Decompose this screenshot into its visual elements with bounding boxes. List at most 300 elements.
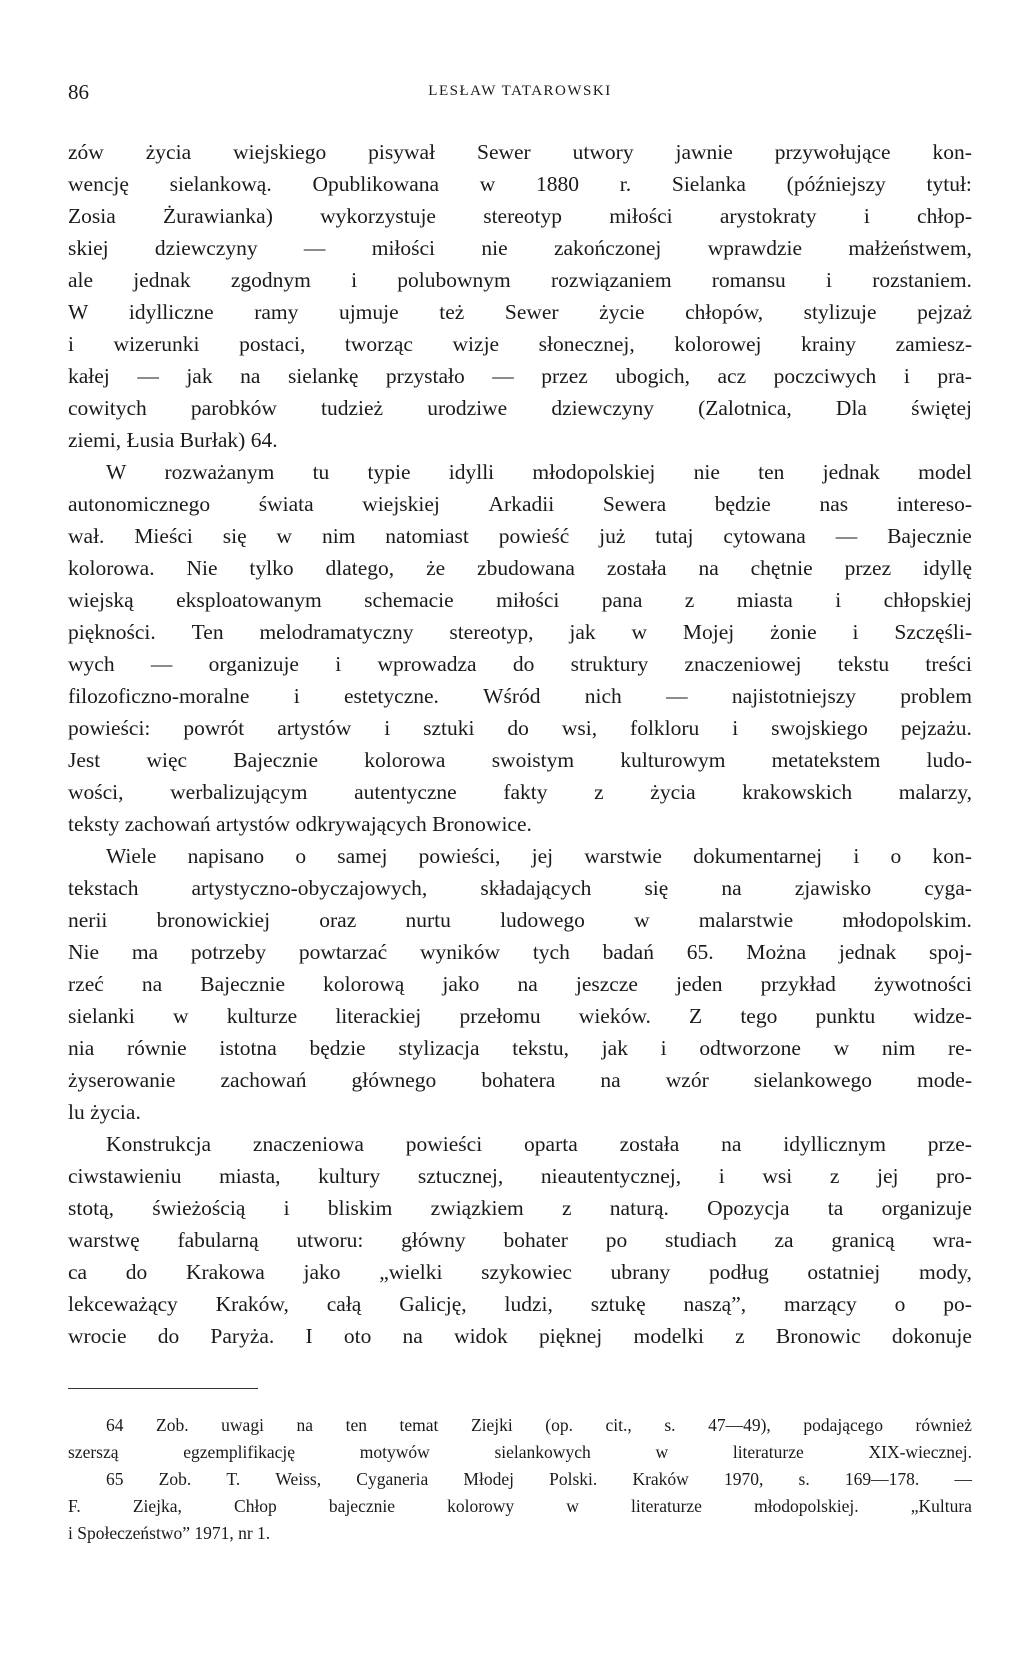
- word: badań: [602, 940, 654, 964]
- word: zbudowana: [477, 556, 575, 580]
- word: literaturze: [631, 1496, 702, 1516]
- word: kulturowym: [620, 748, 726, 772]
- word: jak: [186, 364, 213, 388]
- word: Ten: [191, 620, 224, 644]
- word: Galicję,: [399, 1292, 467, 1316]
- word: pana: [601, 588, 643, 612]
- word: Mieści: [134, 524, 193, 548]
- word: fakty: [503, 780, 548, 804]
- word: w: [655, 1442, 669, 1462]
- word: z: [735, 1324, 745, 1348]
- text-line: [68, 936, 972, 968]
- word: podającego: [803, 1415, 883, 1435]
- word: ludowego: [500, 908, 585, 932]
- text-line: [68, 680, 972, 712]
- word: 47—49),: [708, 1415, 771, 1435]
- word: ubrany: [610, 1260, 671, 1284]
- text-line: [68, 1128, 972, 1160]
- word: malarzy,: [898, 780, 972, 804]
- text-line: [68, 552, 972, 584]
- word: nieautentycznej,: [540, 1164, 682, 1188]
- text-line: [68, 360, 972, 392]
- word: skiej: [68, 236, 109, 260]
- word: i: [852, 620, 859, 644]
- text-line: [68, 168, 972, 200]
- word: składających: [480, 876, 592, 900]
- word: wprawdzie: [707, 236, 803, 260]
- word: szykowiec: [481, 1260, 572, 1284]
- word: kulturze: [226, 1004, 298, 1028]
- word: na: [721, 876, 742, 900]
- word: w: [173, 1004, 189, 1028]
- word: młodopolskiej.: [754, 1496, 859, 1516]
- word: Można: [746, 940, 807, 964]
- word: główny: [401, 1228, 466, 1252]
- word: Żurawianka): [163, 204, 273, 228]
- word: dokonuje: [891, 1324, 972, 1348]
- word: tekstach: [68, 876, 139, 900]
- word: idylli: [448, 460, 495, 484]
- word: i: [826, 268, 833, 292]
- word: —: [150, 652, 173, 676]
- word: acz: [717, 364, 747, 388]
- word: Ziejki: [470, 1415, 513, 1435]
- word: autentyczne: [354, 780, 457, 804]
- word: I: [305, 1324, 313, 1348]
- word: wych: [68, 652, 115, 676]
- word: bohater: [503, 1228, 568, 1252]
- word: zachowań: [220, 1068, 307, 1092]
- word: studiach: [665, 1228, 737, 1252]
- word: jej: [877, 1164, 899, 1188]
- text-line: [68, 328, 972, 360]
- word: i: [835, 588, 842, 612]
- word: Szczęśli-: [894, 620, 972, 644]
- word: werbalizującym: [170, 780, 308, 804]
- word: z: [684, 588, 695, 612]
- word: zakończonej: [553, 236, 662, 260]
- word: nas: [819, 492, 849, 516]
- word: —: [666, 684, 688, 708]
- footnote-line: [68, 1466, 972, 1493]
- word: i: [68, 332, 74, 356]
- word: mode-: [917, 1068, 972, 1092]
- word: życia: [145, 140, 192, 164]
- text-line: [68, 584, 972, 616]
- word: organizuje: [208, 652, 299, 676]
- word: pisywał: [368, 140, 436, 164]
- word: do: [507, 716, 529, 740]
- word: Sewer: [504, 300, 559, 324]
- word: W: [106, 460, 127, 484]
- word: do: [512, 652, 535, 676]
- word: tytuł:: [926, 172, 972, 196]
- word: wzór: [665, 1068, 709, 1092]
- word: Nie: [186, 556, 218, 580]
- word: ludo-: [926, 748, 972, 772]
- word: Opublikowana: [312, 172, 440, 196]
- word: wra-: [932, 1228, 972, 1252]
- word: Sielanka: [671, 172, 746, 196]
- footnote-line: [68, 1439, 972, 1466]
- word: Cyganeria: [356, 1469, 429, 1489]
- word: przystało: [385, 364, 465, 388]
- word: w: [276, 524, 293, 548]
- word: o: [894, 1292, 906, 1316]
- word: jako: [442, 972, 480, 996]
- word: polubownym: [397, 268, 511, 292]
- word: schemacie: [364, 588, 454, 612]
- word: utworu:: [296, 1228, 364, 1252]
- word: przez: [541, 364, 588, 388]
- text-line: [68, 488, 972, 520]
- text-line: [68, 392, 972, 424]
- word: treści: [925, 652, 972, 676]
- word: kolorowa.: [68, 556, 155, 580]
- word: 169—178.: [844, 1469, 920, 1489]
- word: sztuki: [423, 716, 475, 740]
- word: dziewczyny: [551, 396, 654, 420]
- page-number: 86: [68, 80, 89, 104]
- word: typie: [367, 460, 411, 484]
- text-line: [68, 616, 972, 648]
- footnote-line: i Społeczeństwo” 1971, nr 1.: [68, 1523, 271, 1543]
- word: samej: [337, 844, 388, 868]
- word: chłop-: [917, 204, 972, 228]
- word: miłości: [371, 236, 436, 260]
- word: napisano: [187, 844, 265, 868]
- body-text: [68, 136, 972, 1352]
- footnotes: [68, 1412, 972, 1547]
- word: sielankę: [287, 364, 359, 388]
- word: krakowskich: [742, 780, 853, 804]
- word: zamiesz-: [895, 332, 972, 356]
- word: Bronowic: [775, 1324, 861, 1348]
- word: re-: [948, 1036, 972, 1060]
- word: będzie: [714, 492, 771, 516]
- text-line: [68, 264, 972, 296]
- word: wsi,: [561, 716, 598, 740]
- word: ciwstawieniu: [68, 1164, 182, 1188]
- word: przez: [844, 556, 892, 580]
- word: powieści: [405, 1132, 483, 1156]
- text-line: [68, 1160, 972, 1192]
- word: bajecznie: [328, 1496, 395, 1516]
- word: folkloru: [630, 716, 700, 740]
- word: w: [566, 1496, 579, 1516]
- word: swoistym: [491, 748, 575, 772]
- word: wiejską: [68, 588, 134, 612]
- word: Chłop: [234, 1496, 277, 1516]
- word: kolorowa: [364, 748, 446, 772]
- word: idyllicznym: [783, 1132, 886, 1156]
- word: bohatera: [481, 1068, 556, 1092]
- text-line: [68, 1192, 972, 1224]
- word: filozoficzno-moralne: [68, 684, 250, 708]
- word: i: [853, 844, 860, 868]
- word: Konstrukcja: [106, 1132, 212, 1156]
- word: Polski.: [549, 1469, 598, 1489]
- word: jak: [601, 1036, 628, 1060]
- text-line: [68, 1032, 972, 1064]
- word: nie: [481, 236, 508, 260]
- word: Weiss,: [275, 1469, 322, 1489]
- word: wykorzystuje: [320, 204, 436, 228]
- word: stylizuje: [803, 300, 877, 324]
- word: dokumentarnej: [693, 844, 823, 868]
- word: kultury: [318, 1164, 381, 1188]
- word: motywów: [359, 1442, 430, 1462]
- word: wsi: [762, 1164, 793, 1188]
- word: modelki: [633, 1324, 704, 1348]
- word: (op.: [545, 1415, 573, 1435]
- word: na: [600, 1068, 621, 1092]
- word: pejzaż: [917, 300, 972, 324]
- word: organizuje: [881, 1196, 972, 1220]
- word: utwory: [572, 140, 634, 164]
- word: —: [954, 1469, 972, 1489]
- word: miłości: [609, 204, 673, 228]
- word: Mojej: [682, 620, 735, 644]
- word: s.: [664, 1415, 676, 1435]
- word: spoj-: [929, 940, 972, 964]
- word: na: [517, 972, 538, 996]
- word: o: [890, 844, 902, 868]
- word: kolorowy: [447, 1496, 515, 1516]
- word: głównego: [351, 1068, 437, 1092]
- word: rzeć: [68, 972, 104, 996]
- text-line: ziemi, Łusia Burłak) 64.: [68, 428, 278, 452]
- word: literaturze: [732, 1442, 804, 1462]
- word: Sewer: [476, 140, 531, 164]
- word: artystów: [277, 716, 352, 740]
- word: się: [222, 524, 247, 548]
- word: W: [68, 300, 89, 324]
- word: 65.: [686, 940, 714, 964]
- word: natomiast: [385, 524, 469, 548]
- word: wrocie: [68, 1324, 127, 1348]
- word: oraz: [319, 908, 357, 932]
- word: wencję: [68, 172, 129, 196]
- text-line: [68, 136, 972, 168]
- word: Nie: [68, 940, 100, 964]
- word: dziewczyny: [154, 236, 258, 260]
- word: pro-: [936, 1164, 972, 1188]
- word: dlatego,: [325, 556, 395, 580]
- word: świata: [258, 492, 314, 516]
- word: Zob.: [158, 1469, 192, 1489]
- word: fabularną: [177, 1228, 259, 1252]
- word: nerii: [68, 908, 108, 932]
- word: po: [605, 1228, 628, 1252]
- word: życie: [599, 300, 645, 324]
- text-line: [68, 1224, 972, 1256]
- word: sztucznej,: [417, 1164, 504, 1188]
- word: Jest: [68, 748, 101, 772]
- word: wyników: [420, 940, 501, 964]
- word: równie: [127, 1036, 187, 1060]
- word: artystyczno-obyczajowych,: [191, 876, 428, 900]
- word: idyllę: [923, 556, 972, 580]
- word: powtarzać: [298, 940, 388, 964]
- word: arystokraty: [719, 204, 817, 228]
- word: związkiem: [430, 1196, 524, 1220]
- word: miłości: [496, 588, 560, 612]
- word: Kraków,: [215, 1292, 289, 1316]
- word: z: [562, 1196, 572, 1220]
- word: 65: [106, 1469, 124, 1489]
- word: kolorową: [323, 972, 405, 996]
- text-line: [68, 1288, 972, 1320]
- word: intereso-: [896, 492, 972, 516]
- word: znaczeniowa: [252, 1132, 364, 1156]
- word: cit.,: [605, 1415, 632, 1435]
- word: sielankowego: [753, 1068, 872, 1092]
- word: się: [644, 876, 669, 900]
- word: Paryża.: [210, 1324, 275, 1348]
- word: urodziwe: [427, 396, 508, 420]
- word: s.: [798, 1469, 810, 1489]
- text-line: lu życia.: [68, 1100, 141, 1124]
- word: znaczeniowej: [684, 652, 802, 676]
- word: wiejskiego: [233, 140, 327, 164]
- word: oto: [343, 1324, 372, 1348]
- word: powrót: [183, 716, 245, 740]
- word: ta: [827, 1196, 844, 1220]
- word: nia: [68, 1036, 95, 1060]
- word: ma: [131, 940, 159, 964]
- word: rozważanym: [164, 460, 275, 484]
- word: nie: [693, 460, 720, 484]
- word: temat: [399, 1415, 439, 1435]
- word: wał.: [68, 524, 105, 548]
- word: sielankowych: [494, 1442, 591, 1462]
- word: tylko: [249, 556, 294, 580]
- text-line: [68, 1064, 972, 1096]
- word: kałej: [68, 364, 110, 388]
- text-line: [68, 1256, 972, 1288]
- word: na: [240, 364, 261, 388]
- word: Zosia: [68, 204, 116, 228]
- word: ostatniej: [807, 1260, 881, 1284]
- word: nim: [321, 524, 356, 548]
- word: poczciwych: [773, 364, 877, 388]
- word: Zob.: [156, 1415, 189, 1435]
- word: XIX-wiecznej.: [868, 1442, 972, 1462]
- word: chłopów,: [685, 300, 764, 324]
- word: kon-: [932, 844, 972, 868]
- word: romansu: [711, 268, 786, 292]
- text-line: [68, 232, 972, 264]
- word: tych: [532, 940, 570, 964]
- word: ubogich,: [615, 364, 690, 388]
- word: prze-: [927, 1132, 972, 1156]
- word: 1970,: [724, 1469, 764, 1489]
- word: sielankową.: [169, 172, 272, 196]
- word: i: [283, 1196, 290, 1220]
- word: już: [599, 524, 626, 548]
- word: Bajecznie: [233, 748, 319, 772]
- word: —: [137, 364, 159, 388]
- text-line: [68, 968, 972, 1000]
- word: na: [698, 556, 719, 580]
- text-line: [68, 648, 972, 680]
- word: powieści:: [68, 716, 151, 740]
- text-line: [68, 904, 972, 936]
- word: stotą,: [68, 1196, 114, 1220]
- word: istotna: [219, 1036, 277, 1060]
- word: jednak: [822, 460, 880, 484]
- word: całą: [326, 1292, 362, 1316]
- word: jak: [569, 620, 596, 644]
- word: Bajecznie: [887, 524, 972, 548]
- word: będzie: [309, 1036, 366, 1060]
- word: lekceważący: [68, 1292, 178, 1316]
- word: że: [426, 556, 446, 580]
- word: miasta: [736, 588, 793, 612]
- word: tekstu,: [512, 1036, 569, 1060]
- word: Młodej: [463, 1469, 514, 1489]
- word: warstwie: [584, 844, 662, 868]
- word: punktu: [815, 1004, 876, 1028]
- word: nich: [584, 684, 622, 708]
- word: mody,: [918, 1260, 972, 1284]
- word: powieść: [498, 524, 570, 548]
- word: w: [634, 908, 650, 932]
- word: ten: [345, 1415, 367, 1435]
- word: cytowana: [723, 524, 806, 548]
- word: r.: [619, 172, 632, 196]
- word: estetyczne.: [344, 684, 439, 708]
- word: krainy: [801, 332, 857, 356]
- word: miasta,: [219, 1164, 281, 1188]
- word: wiejskiej: [362, 492, 440, 516]
- word: rozwiązaniem: [550, 268, 672, 292]
- word: wości,: [68, 780, 124, 804]
- word: chętnie: [750, 556, 813, 580]
- word: sielanki: [68, 1004, 135, 1028]
- word: żyserowanie: [68, 1068, 176, 1092]
- word: Arkadii: [488, 492, 555, 516]
- text-line: [68, 712, 972, 744]
- word: i: [384, 716, 391, 740]
- word: 1880: [536, 172, 580, 196]
- word: 64: [106, 1415, 124, 1435]
- word: naturą.: [609, 1196, 669, 1220]
- word: potrzeby: [190, 940, 267, 964]
- word: młodopolskim.: [842, 908, 972, 932]
- word: idylliczne: [128, 300, 214, 324]
- word: i: [863, 204, 870, 228]
- word: jawnie: [675, 140, 733, 164]
- text-line: [68, 840, 972, 872]
- word: bronowickiej: [156, 908, 271, 932]
- word: Wiele: [106, 844, 157, 868]
- word: stereotyp: [483, 204, 563, 228]
- word: Sewera: [602, 492, 667, 516]
- text-line: [68, 776, 972, 808]
- word: tworząc: [344, 332, 413, 356]
- word: podług: [709, 1260, 769, 1284]
- word: stylizacja: [398, 1036, 480, 1060]
- word: żonie: [770, 620, 817, 644]
- word: świętej: [911, 396, 972, 420]
- text-line: [68, 744, 972, 776]
- word: po-: [943, 1292, 972, 1316]
- word: —: [303, 236, 326, 260]
- word: eksploatowanym: [176, 588, 322, 612]
- word: F.: [68, 1496, 81, 1516]
